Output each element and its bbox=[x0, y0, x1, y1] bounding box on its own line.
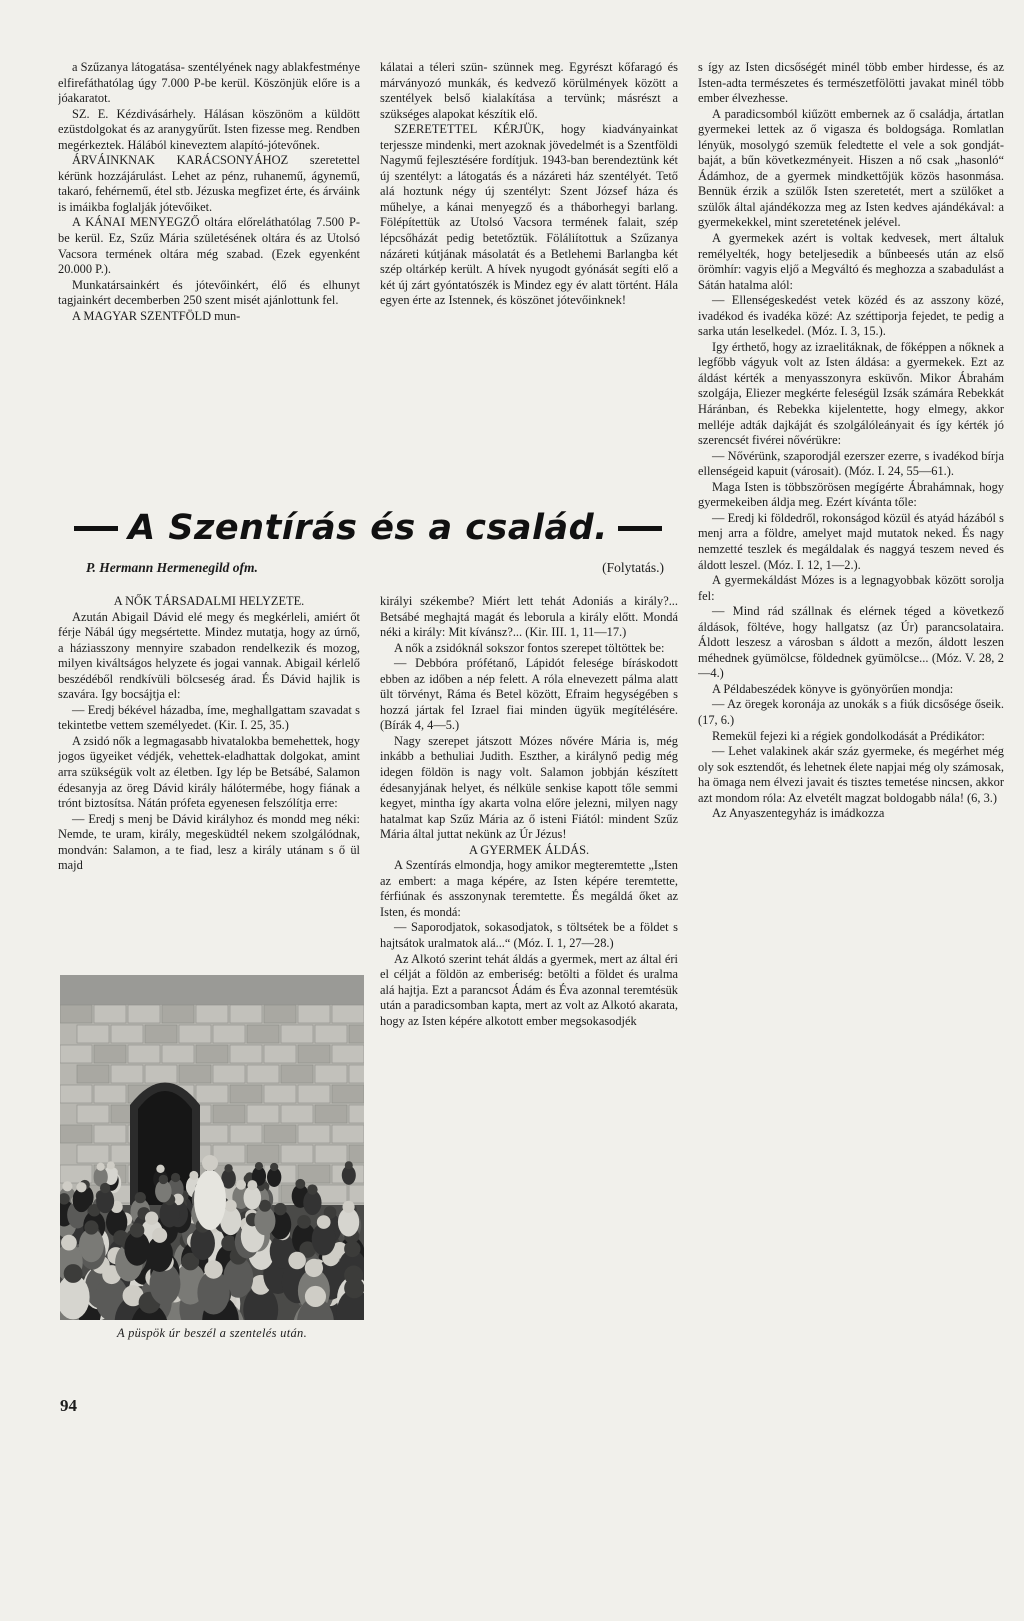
stone-block bbox=[298, 1005, 330, 1023]
photo-image bbox=[60, 975, 364, 1320]
paragraph: Remekül fejezi ki a régiek gondolkodását a Prédikátor: bbox=[712, 728, 985, 743]
crowd-head bbox=[100, 1183, 110, 1193]
stone-block bbox=[196, 1045, 228, 1063]
stone-block bbox=[111, 1065, 143, 1083]
stone-block bbox=[230, 1005, 262, 1023]
photo-svg bbox=[60, 975, 364, 1320]
crowd-head bbox=[270, 1163, 278, 1171]
paragraph: Az Anyaszentegyház is imádkozza bbox=[712, 806, 885, 821]
crowd-head bbox=[97, 1163, 105, 1171]
stone-block bbox=[315, 1145, 347, 1163]
crowd-head bbox=[307, 1184, 317, 1194]
stone-block bbox=[281, 1145, 313, 1163]
crowd-head bbox=[317, 1215, 331, 1229]
paragraph: — Ellenségeskedést vetek közéd és az asszony közé, ivadékod és ivadéka közé: Az széttiporja fejedet, te pedig a sarka után leselkedel. (Móz. I. 3, 15.). bbox=[698, 293, 1004, 339]
stone-block bbox=[94, 1125, 126, 1143]
stone-block bbox=[298, 1045, 330, 1063]
news-column-2 bbox=[380, 60, 678, 490]
paragraph: A paradicsomból kiűzött embernek az ő családja, ártatlan gyermekei lettek az ő vigasza és boldogsága. Romlatlan lényük, mosolygó szemük feledtette el vele a sok gondját-baját, a bűn következményeit. Hiszen a nő csak „hasonló“ Ádámhoz, de a gyermek mindkettőjük közös hasonmása. Bennük érzik a szülők Isten szeretetét, mert a szülőket a szülők által ajándékozza meg az Isten kedves ajándékával: a gyermekekkel, mint szeretetének jelével. bbox=[698, 106, 1004, 230]
stone-block bbox=[349, 1185, 364, 1203]
paragraph: királyi székembe? Miért lett tehát Adoniás a király?... Betsábé meghajtá magát és leborula a király előtt. Mondá néki a király: Mit kívánsz?... (Kir. III. 1, 11—17.) bbox=[380, 594, 678, 640]
paragraph: ÁRVÁINKNAK KARÁCSONYÁHOZ szeretettel kérünk hozzájárulást. Lehet az pénz, ruhanemű, ágynemű, takaró, fehérnemű, étel stb. Jézuska megfizet érte, és árváink is imáikba foglalják jótevőiket. bbox=[58, 153, 360, 214]
stone-block bbox=[77, 1065, 109, 1083]
article-title: A Szentírás és a család. bbox=[128, 508, 608, 548]
crowd-head bbox=[107, 1161, 115, 1169]
stone-block bbox=[145, 1025, 177, 1043]
paragraph: Az Alkotó szerint tehát áldás a gyermek, mert az által éri el célját a földön az emberiség: betölti a földet és uralma alá hajtja. Ezt a parancsot Ádám és Éva azonnal teremtésük után a paradicsomban kapta, mert az volt az Alkotó akarata, hogy az Isten képére alkotott ember megsokasodjék bbox=[380, 951, 678, 1028]
paragraph: kálatai a téleri szün- szünnek meg. Egyrészt kőfaragó és márványozó munkák, és kedvező körülmények között a szentélyek belső kialakítása a tervünk; másrészt a szükséges alapokat készítik elő. bbox=[380, 60, 678, 121]
bishop-head bbox=[202, 1155, 218, 1171]
article-author: P. Hermann Hermenegild ofm. bbox=[86, 560, 258, 575]
stone-block bbox=[281, 1025, 313, 1043]
stone-block bbox=[77, 1025, 109, 1043]
crowd-head bbox=[64, 1264, 83, 1283]
photo-caption: A püspök úr beszél a szentelés után. bbox=[116, 1326, 308, 1340]
stone-block bbox=[60, 1045, 92, 1063]
paragraph: — Lehet valakinek akár száz gyermeke, és megérhet még oly sok esztendőt, és lehetnek élete napjai még oly számosak, ha ömaga nem élvezi javait és tisztes temetése nincsen, akkor azt mondom róla: Az elvetélt magzat boldogabb nála! (6, 3.) bbox=[698, 744, 1004, 805]
crowd-head bbox=[305, 1259, 323, 1277]
article-column-3 bbox=[698, 60, 1004, 1345]
crowd-head bbox=[305, 1286, 326, 1307]
crowd-head bbox=[255, 1162, 263, 1170]
crowd-head bbox=[274, 1203, 286, 1215]
crowd-head bbox=[76, 1182, 86, 1192]
crowd-head bbox=[171, 1173, 180, 1182]
paragraph: A KÁNAI MENYEGZŐ oltára előreláthatólag 7.500 P-be kerül. Ez, Szűz Mária születésének oltára és az Utolsó Vacsora termének oltára még szabad. (Ezek egyenként 20.000 P.). bbox=[58, 215, 360, 277]
stone-block bbox=[332, 1085, 364, 1103]
crowd-head bbox=[152, 1228, 167, 1243]
crowd-head bbox=[159, 1175, 168, 1184]
article-column-2 bbox=[380, 594, 678, 1344]
paragraph: — Eredj s menj be Dávid királyhoz és mondd meg néki: Nemde, te uram, király, megesküdtél nekem szolgálódnak, mondván: Salamon, a te fiad, lesz a király utánam s ő ül majd bbox=[58, 811, 360, 873]
stone-block bbox=[349, 1145, 364, 1163]
crowd-head bbox=[156, 1165, 164, 1173]
paragraph: Nagy szerepet játszott Mózes nővére Mária is, még inkább a bethuliai Judith. Eszther, a királynő pedig még idegen földön is nagy volt. Salamon jobbján készített édesanyjának helyet, és nélküle senkise kapott tőle semmi kegyet, mintha így akarta volna előre jelezni, milyen nagy hatalmat kap Szűz Mária az ő isteni Fiától: mindent Szűz Mária által juttat nekünk az Úr Jézus! bbox=[380, 733, 678, 842]
crowd-head bbox=[130, 1223, 145, 1238]
stone-block bbox=[60, 1005, 92, 1023]
paragraph: A Szentírás elmondja, hogy amikor megteremtette „Isten az embert: a maga képére, az Isten képére teremtette, férfiúnak és asszonynak teremtette. És megáldá őket az Isten, és mondá: bbox=[380, 858, 678, 919]
paragraph: Igy érthető, hogy az izraelitáknak, de főképpen a nőknek a legfőbb vágyuk volt az Isten áldása: a gyermekek. Ezt az áldást kérték a menyasszonyra esküvőn. Mikor Ábrahám szolgája, Eliezer megkérte feleségül Izsák számára Rebekkát Háránban, és Rebekka kijelentette, hogy elmegy, akkor melléje adták dajkáját és szolgálóleányait és így kérték jó szerencsét fivérei nővérükre: bbox=[698, 339, 1004, 448]
stone-block bbox=[94, 1005, 126, 1023]
stone-block bbox=[60, 1085, 92, 1103]
crowd-head bbox=[236, 1180, 246, 1190]
crowd-head bbox=[344, 1278, 364, 1298]
crowd-head bbox=[297, 1215, 311, 1229]
crowd-head bbox=[62, 1181, 72, 1191]
page-number: 94 bbox=[60, 1396, 77, 1415]
section-heading: A GYERMEK ÁLDÁS. bbox=[468, 842, 590, 857]
paragraph: Azután Abigail Dávid elé megy és megkérleli, amiért őt férje Nábál úgy megsértette. Mindez mutatja, hogy az úrnő, a háziasszony mennyire szabadon rendelkezik és mozog, milyen kiváltságos helyzete és jogai vannak. Abigail kérlelő beszédéből rendkívüli bölcseség árad. És Dávid hajlik is szavára. Igy bocsájtja el: bbox=[58, 609, 360, 702]
stone-block bbox=[162, 1005, 194, 1023]
paragraph: A nők a zsidóknál sokszor fontos szerepet töltöttek be: bbox=[394, 640, 665, 655]
stone-block bbox=[247, 1065, 279, 1083]
stone-block bbox=[60, 1165, 92, 1183]
stone-block bbox=[196, 1005, 228, 1023]
stone-block bbox=[349, 1025, 364, 1043]
crowd-head bbox=[259, 1200, 271, 1212]
crowd-head bbox=[344, 1241, 360, 1257]
crowd-head bbox=[345, 1161, 353, 1169]
stone-block bbox=[213, 1145, 245, 1163]
stone-block bbox=[247, 1025, 279, 1043]
paragraph: A zsidó nők a legmagasabb hivatalokba bemehettek, hogy jogos ügyeiket védjék, vehettek-eladhattak dolgokat, amint arra szükségük volt az életben. Igy lép be Betsábé, Salamon édesanyja az öreg Dávid király hálótermébe, hogy fiának a trónt biztosítsa. Nátán prófeta egyenesen felszólítja erre: bbox=[58, 733, 360, 811]
stone-block bbox=[162, 1045, 194, 1063]
paragraph: SZ. E. Kézdivásárhely. Hálásan köszönöm a küldött ezüstdolgokat és az aranygyűrűt. Isten fizesse meg. Rendben megérkeztek. Hálából kineveztem alapító-jótevőnek. bbox=[58, 106, 360, 152]
crowd-head bbox=[135, 1192, 146, 1203]
stone-block bbox=[213, 1105, 245, 1123]
stone-block bbox=[349, 1105, 364, 1123]
crowd-head bbox=[288, 1252, 306, 1270]
bishop-figure bbox=[194, 1170, 226, 1230]
stone-block bbox=[196, 1125, 228, 1143]
crowd-head bbox=[145, 1212, 158, 1225]
paragraph: A Példabeszédek könyve is gyönyörűen mondja: bbox=[712, 681, 954, 696]
stone-block bbox=[247, 1145, 279, 1163]
stone-block bbox=[264, 1125, 296, 1143]
paragraph: A MAGYAR SZENTFÖLD mun- bbox=[72, 308, 241, 323]
stone-block bbox=[315, 1105, 347, 1123]
stone-block bbox=[213, 1065, 245, 1083]
stone-block bbox=[94, 1085, 126, 1103]
stone-block bbox=[264, 1045, 296, 1063]
crowd-head bbox=[225, 1200, 237, 1212]
stone-block bbox=[179, 1065, 211, 1083]
stone-block bbox=[315, 1025, 347, 1043]
stone-block bbox=[298, 1125, 330, 1143]
stone-block bbox=[298, 1085, 330, 1103]
stone-block bbox=[349, 1065, 364, 1083]
stone-block bbox=[264, 1005, 296, 1023]
crowd-head bbox=[84, 1220, 98, 1234]
article-column-1 bbox=[58, 594, 360, 972]
crowd-head bbox=[61, 1235, 77, 1251]
stone-block bbox=[247, 1105, 279, 1123]
stone-block bbox=[281, 1065, 313, 1083]
news-column-1 bbox=[58, 60, 360, 490]
paragraph: — Nővérünk, szaporodjál ezerszer ezerre, s ivadékod bírja ellenségeid kapuit (városait). (Móz. I. 24, 55—61.). bbox=[698, 448, 1004, 479]
paragraph: — Mind rád szállnak és elérnek téged a következő áldások, föltéve, hogy hallgatsz (az Úr) parancsolataira. Áldott leszesz a városban s áldott a mezőn, áldott leszen méhednek gyümölcse, földednek gyümölcse... (Móz. V. 28, 2—4.) bbox=[698, 604, 1004, 681]
stone-block bbox=[315, 1065, 347, 1083]
paragraph: s így az Isten dicsőségét minél több ember hirdesse, és az Isten-adta természetes és természetfölötti javakat minél több ember élvezhesse. bbox=[698, 60, 1004, 106]
paragraph: a Szűzanya látogatása- szentélyének nagy ablakfestménye elfirefáthatólag úgy 7.000 P-be kerül. Köszönjük előre is a jóakaratot. bbox=[58, 60, 360, 106]
crowd-head bbox=[295, 1179, 305, 1189]
crowd-head bbox=[189, 1171, 198, 1180]
paragraph: — Debbóra prófétanő, Lápidót felesége bíráskodott ebben az időben a nép felett. A róla elnevezett pálma alatt ült törvényt, Ráma és Betel között, Efraim hegységében s hozzá jártak fel Izrael fiai minden ügyük megítélésére. (Bírák 4, 4—5.) bbox=[380, 656, 678, 733]
stone-block bbox=[213, 1025, 245, 1043]
stone-block bbox=[111, 1025, 143, 1043]
paragraph: — Eredj ki földedről, rokonságod közül és atyád házából s menj arra a földre, amelyet majd mutatok neked. És nagy nemzetté teszlek és megáldalak és naggyá teszem neved és áldott leszel. (Móz. I. 12, 1—2.). bbox=[698, 510, 1004, 572]
stone-block bbox=[230, 1125, 262, 1143]
paragraph: — Az öregek koronája az unokák s a fiúk dicsősége őseik. (17, 6.) bbox=[698, 697, 1004, 727]
continued-note: (Folytatás.) bbox=[602, 560, 664, 575]
stone-block bbox=[60, 1125, 92, 1143]
stone-block bbox=[145, 1065, 177, 1083]
stone-block bbox=[77, 1105, 109, 1123]
paragraph: A gyermekek azért is voltak kedvesek, mert általuk remélyelték, hogy beteljesedik a bűnbeesés után az első örömhír: vagyis eljő a Megváltó és meghozza a szabadulást a Sátán hatalma alól: bbox=[698, 231, 1004, 292]
crowd-head bbox=[342, 1201, 354, 1213]
article-headline bbox=[58, 500, 678, 556]
paragraph: Munkatársainkért és jótevőinkért, élő és elhunyt tagjainkért decemberben 250 szent misét ajánlottunk fel. bbox=[58, 277, 360, 308]
headline-dash-left bbox=[74, 526, 118, 531]
paragraph: — Saporodjatok, sokasodjatok, s töltsétek be a földet s hajtsátok uralmatok alá...“ (Móz. I. 1, 27—28.) bbox=[380, 920, 678, 951]
stone-block bbox=[128, 1045, 160, 1063]
stone-block bbox=[264, 1085, 296, 1103]
crowd-head bbox=[204, 1260, 222, 1278]
stone-block bbox=[179, 1025, 211, 1043]
stone-block bbox=[332, 1045, 364, 1063]
crowd-head bbox=[224, 1164, 232, 1172]
stone-block bbox=[332, 1005, 364, 1023]
paragraph: SZERETETTEL KÉRJÜK, hogy kiadványainkat terjessze mindenki, mert azoknak jövedelmét is a Szentföldi Nagymű fejlesztésére fordítjuk. 1943-ban berendeztünk két új szentélyt: a látogatás és a názáreti ház szentélyét. Tető alá hoztunk négy új szentélyt: Szent József háza és műhelye, a kánai menyegző és a tháborhegyi barlang. Fölépítettük az Utolsó Vacsora termének falait, szép lépcsőházát pedig betetőztük. Föláliítottuk a Szűzanya názáreti kútjának másolatát és a Betlehemi Barlangba két szép oltárkép került. A hívek nyugodt gyónását segíti elő a két új zárt gyóntatószék is Mindez egy év alatt történt. Hála egyen érte az Istennek, és köszönet jótevőinknek! bbox=[380, 122, 678, 308]
headline-dash-right bbox=[618, 526, 662, 531]
stone-block bbox=[332, 1125, 364, 1143]
stone-block bbox=[128, 1005, 160, 1023]
stone-block bbox=[94, 1045, 126, 1063]
paragraph: A gyermekáldást Mózes is a legnagyobbak között sorolja fel: bbox=[698, 573, 1004, 603]
stone-block bbox=[77, 1145, 109, 1163]
section-heading: A NŐK TÁRSADALMI HELYZETE. bbox=[113, 594, 305, 608]
paragraph: — Eredj békével házadba, íme, meghallgattam szavadat s tekintetbe vettem személyedet. (Kir. I. 25, 35.) bbox=[58, 702, 360, 733]
crowd-head bbox=[247, 1180, 257, 1190]
stone-block bbox=[196, 1085, 228, 1103]
paragraph: Maga Isten is többszörösen megígérte Ábrahámnak, hogy gyermekeiben áldja meg. Ezért kívánta tőle: bbox=[698, 479, 1004, 510]
stone-block bbox=[281, 1105, 313, 1123]
stone-block bbox=[230, 1045, 262, 1063]
stone-block bbox=[230, 1085, 262, 1103]
